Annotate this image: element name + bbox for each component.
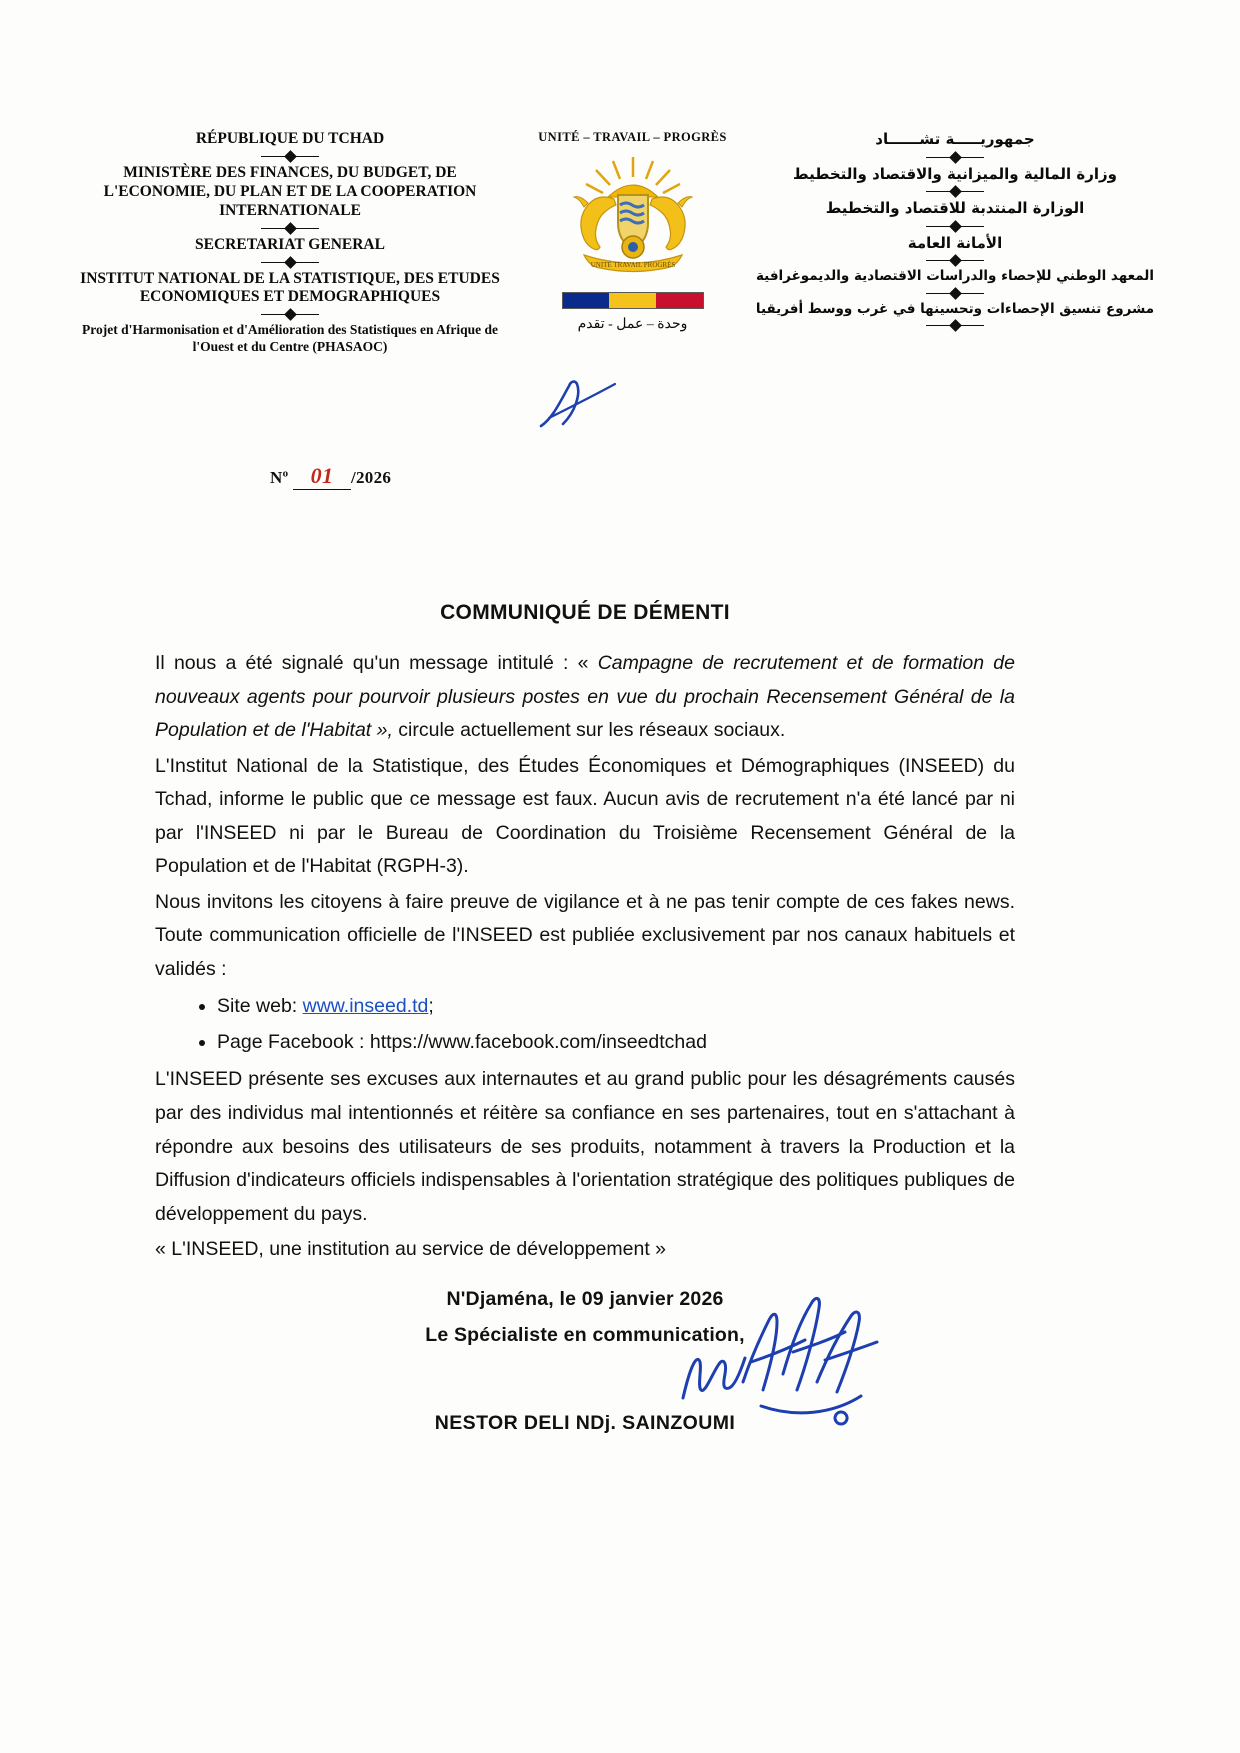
facebook-channel-label: Page Facebook : https://www.facebook.com/inseedtchad	[217, 1030, 707, 1053]
diamond-divider-icon	[261, 258, 319, 267]
document-title: COMMUNIQUÉ DE DÉMENTI	[440, 601, 730, 624]
motto-fr: UNITÉ – TRAVAIL – PROGRÈS	[538, 130, 727, 144]
website-link[interactable]: www.inseed.td	[302, 995, 429, 1018]
official-channels-list	[155, 990, 1015, 1059]
document-header	[60, 130, 1180, 488]
reference-prefix: N	[270, 468, 283, 487]
project-name-ar: مشروع تنسيق الإحصاءات وتحسينها في غرب ووسط أفريقيا	[755, 300, 1155, 317]
reference-number	[270, 463, 391, 490]
institute-name-fr: INSTITUT NATIONAL DE LA STATISTIQUE, DES ETUDES ECONOMIQUES ET DEMOGRAPHIQUES	[80, 269, 500, 306]
paragraph-2: L'Institut National de la Statistique, des Études Économiques et Démographiques (INSEED) du Tchad, informe le public que ce message est faux. Aucun avis de recrutement n'a été lancé par ni par l'INSEED ni par le Bureau de Coordination du Troisième Recensement Général de la Population et de l'Habitat (RGPH-3).	[155, 754, 1015, 878]
project-name-fr: Projet d'Harmonisation et d'Amélioration des Statistiques en Afrique de l'Ouest et du Centre (PHASAOC)	[82, 322, 498, 355]
paragraph-1-tail: circule actuellement sur les réseaux sociaux.	[392, 719, 786, 742]
diamond-divider-icon	[926, 289, 984, 298]
chad-flag-icon	[562, 292, 704, 309]
ministry-name-fr: MINISTÈRE DES FINANCES, DU BUDGET, DE L'ECONOMIE, DU PLAN ET DE LA COOPERATION INTERNATIONALE	[103, 163, 477, 219]
signature-city-date: N'Djaména, le 09 janvier 2026	[446, 1287, 724, 1310]
ministry-name-ar: وزارة المالية والميزانية والاقتصاد والتخطيط	[793, 164, 1117, 183]
chad-coat-of-arms-icon	[548, 151, 718, 286]
diamond-divider-icon	[261, 152, 319, 161]
paragraph-1	[155, 647, 1015, 748]
paragraph-5: « L'INSEED, une institution au service de développement »	[155, 1238, 667, 1261]
diamond-divider-icon	[926, 153, 984, 162]
channel-tail: ;	[428, 995, 434, 1018]
svg-text:UNITÉ TRAVAIL PROGRÈS: UNITÉ TRAVAIL PROGRÈS	[590, 261, 675, 269]
paragraph-1-quote: Campagne de recrutement et de formation de nouveaux agents pour pourvoir plusieurs postes en vue du prochain Recensement Général de la Population et de l'Habitat »,	[155, 652, 1015, 742]
paragraph-1-lead: Il nous a été signalé qu'un message intitulé : «	[155, 652, 598, 675]
motto-ar: وحدة – عمل - تقدم	[577, 317, 688, 332]
channel-label: Site web:	[217, 995, 303, 1018]
list-item	[217, 1026, 1015, 1060]
delegate-ministry-ar: الوزارة المنتدبة للاقتصاد والتخطيط	[825, 199, 1085, 217]
diamond-divider-icon	[926, 187, 984, 196]
diamond-divider-icon	[261, 310, 319, 319]
diamond-divider-icon	[261, 224, 319, 233]
paraph-signature-mark	[535, 378, 625, 438]
diamond-divider-icon	[926, 256, 984, 265]
document-body	[155, 595, 1015, 1441]
secretariat-ar: الأمانة العامة	[907, 233, 1003, 252]
institute-name-ar: المعهد الوطني للإحصاء والدراسات الاقتصادية والديموغرافية	[756, 268, 1154, 284]
signatory-name: NESTOR DELI NDj. SAINZOUMI	[434, 1411, 736, 1434]
diamond-divider-icon	[926, 321, 984, 330]
reference-superscript: o	[282, 467, 289, 480]
paragraph-4: L'INSEED présente ses excuses aux internautes et au grand public pour les désagréments causés par des individus mal intentionnés et réitère sa confiance en ses partenaires, tout en s'attachant à répondre aux besoins des utilisateurs de ses produits, notamment à travers la Production et la Diffusion d'indicateurs officiels indispensables à l'orientation stratégique des politiques publiques de développement du pays.	[155, 1068, 1015, 1225]
reference-number-value: 01	[293, 463, 351, 490]
signature-role: Le Spécialiste en communication,	[425, 1323, 745, 1346]
signature-block	[155, 1281, 1015, 1441]
diamond-divider-icon	[926, 222, 984, 231]
country-name-ar: جمهوريـــــة تشــــــاد	[875, 130, 1035, 148]
list-item	[217, 990, 1015, 1024]
header-arabic-block	[740, 130, 1170, 333]
header-emblem-block	[515, 130, 750, 333]
header-french-block	[80, 130, 500, 356]
secretariat-fr: SECRETARIAT GENERAL	[195, 235, 385, 253]
reference-suffix: /2026	[350, 468, 392, 487]
country-name-fr: RÉPUBLIQUE DU TCHAD	[195, 130, 385, 147]
paragraph-3: Nous invitons les citoyens à faire preuve de vigilance et à ne pas tenir compte de ces fakes news. Toute communication officielle de l'INSEED est publiée exclusivement par nos canaux habituels et validés :	[155, 890, 1015, 980]
